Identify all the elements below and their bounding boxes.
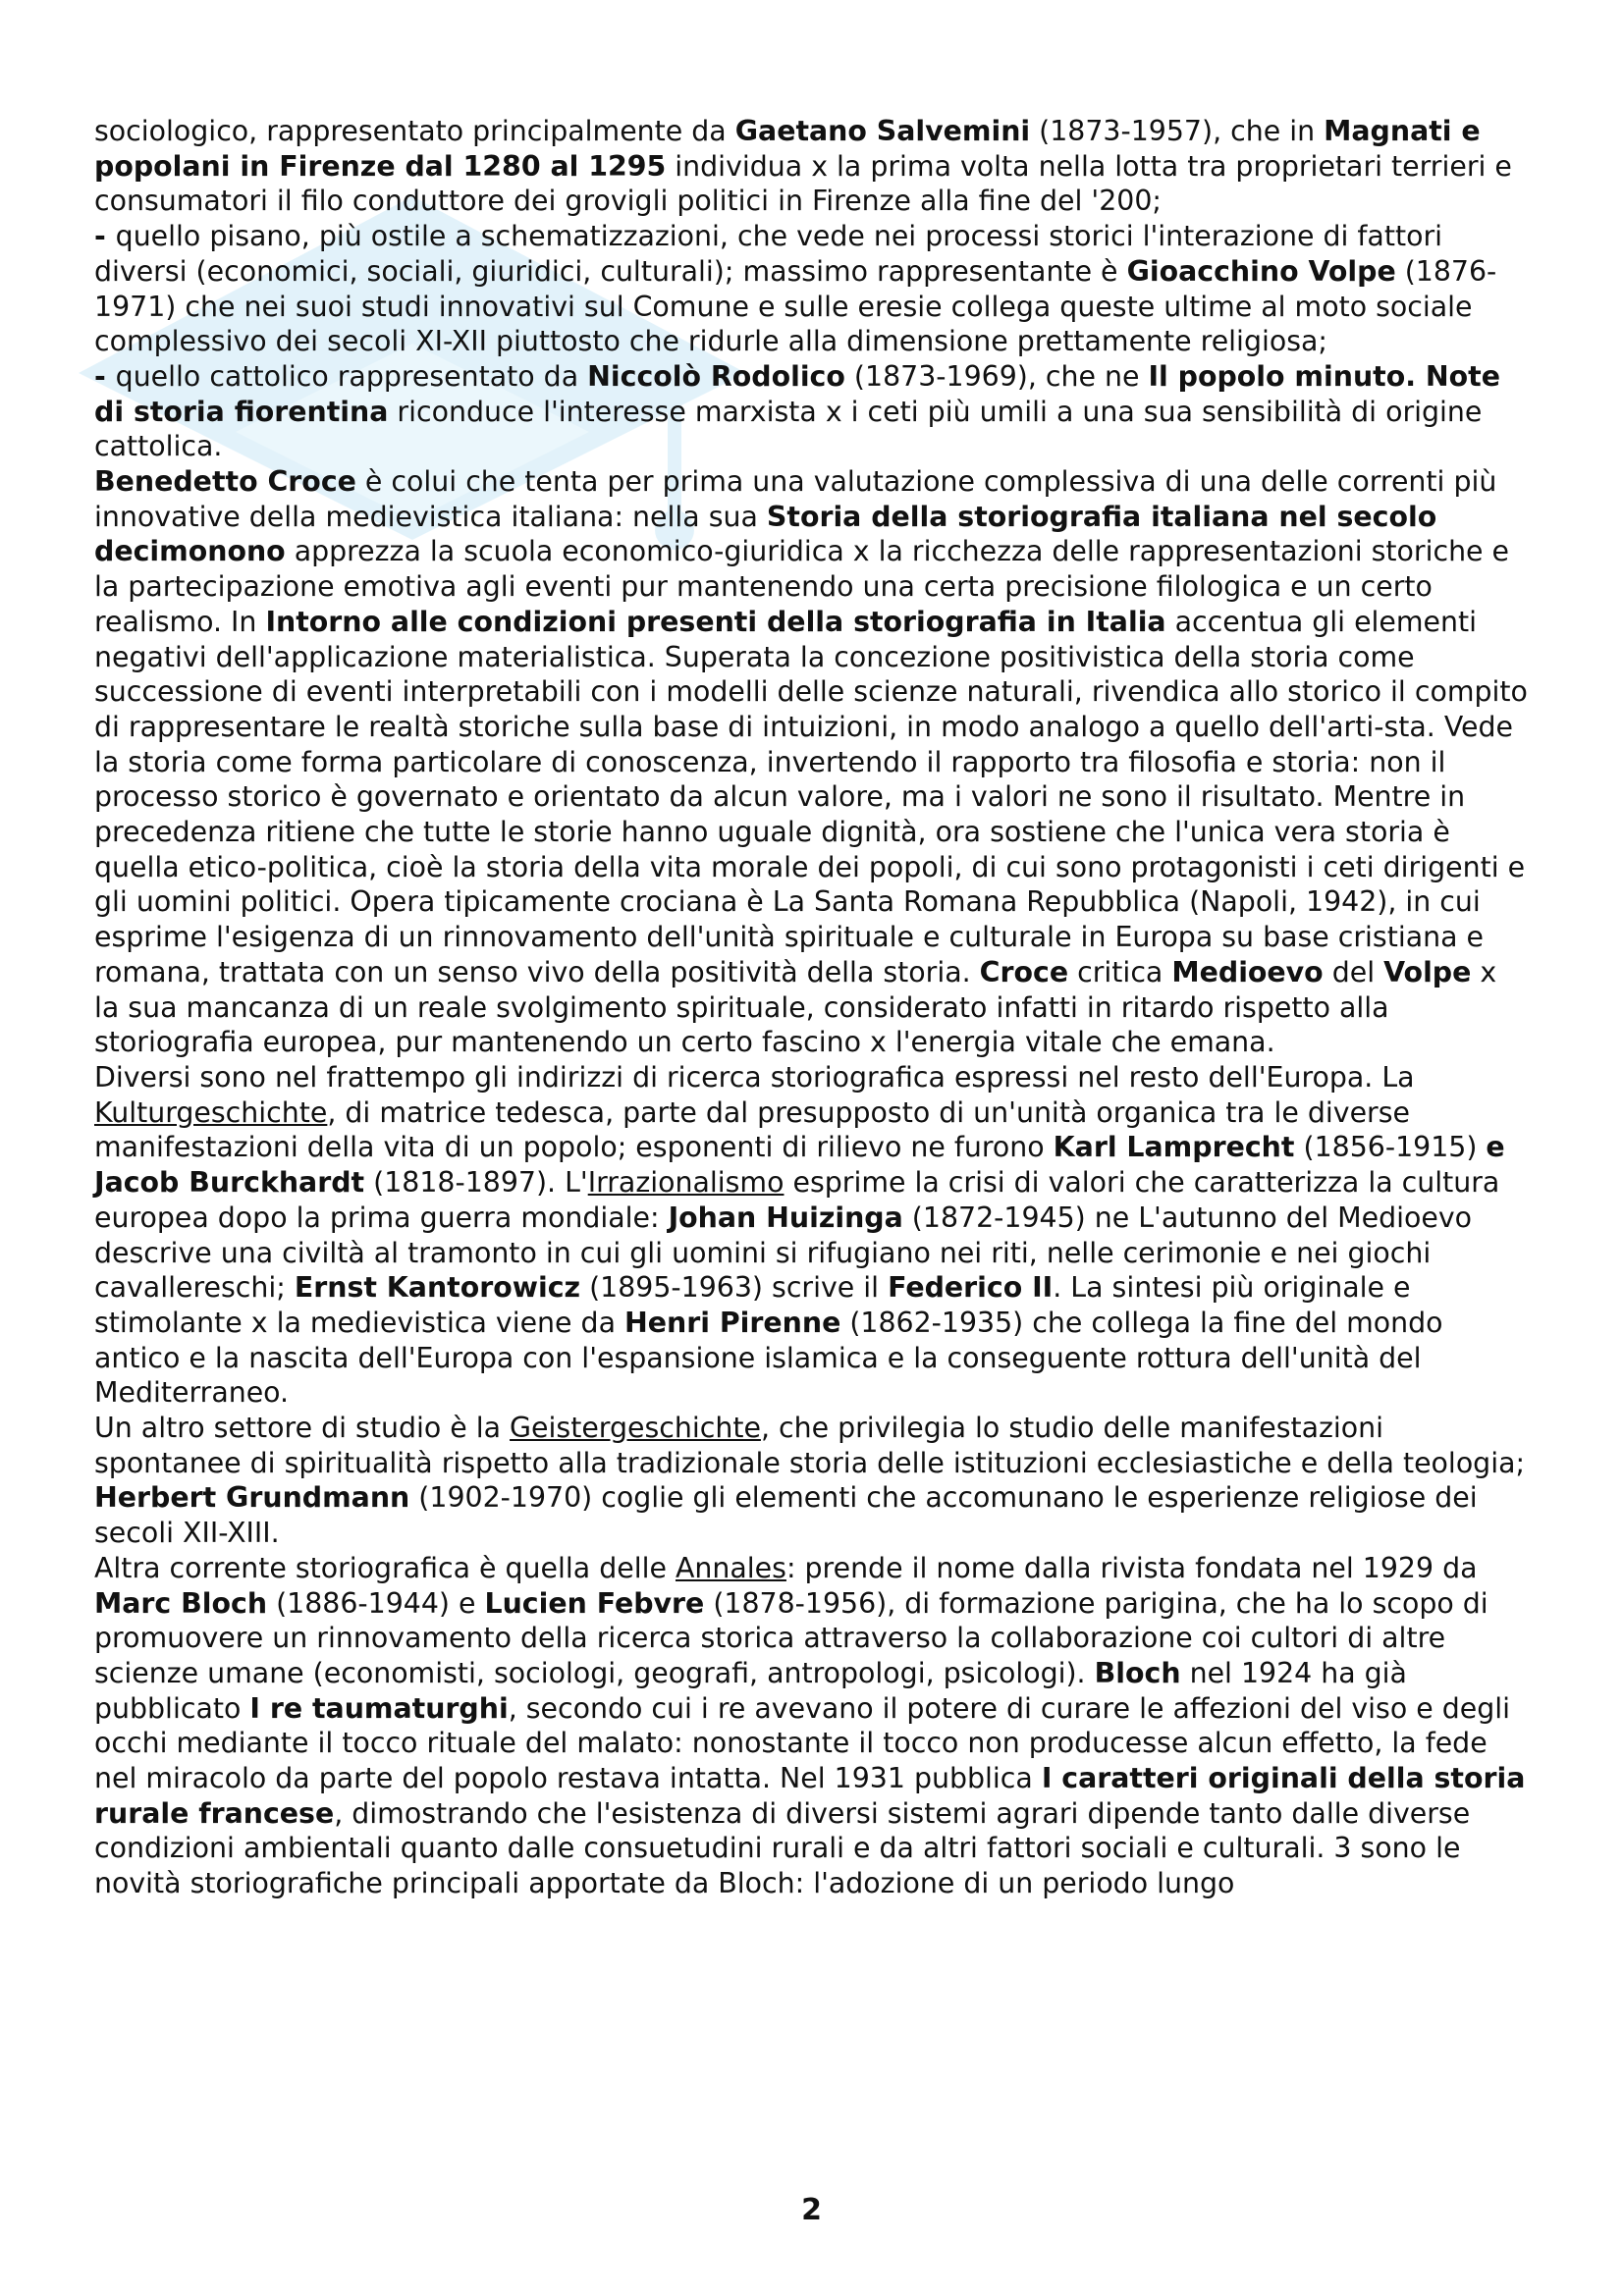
bold-text-run: I re taumaturghi [249, 1691, 509, 1725]
text-run: (1873-1969), che ne [844, 359, 1149, 393]
paragraph [94, 219, 1530, 359]
bold-text-run: Karl Lamprecht [1053, 1131, 1295, 1164]
text-run: critica [1068, 955, 1172, 988]
bold-text-run: Niccolò Rodolico [587, 359, 845, 393]
paragraph [94, 114, 1530, 219]
text-run: (1818-1897). L' [364, 1166, 588, 1200]
text-run: esprime la crisi di valori che caratterizza la cultura europea dopo la prima guerra mondiale: [94, 1166, 1500, 1234]
bold-text-run: Il popolo minuto. Note di storia fiorentina [94, 359, 1500, 428]
bold-text-run: - [94, 220, 116, 253]
text-run: accentua gli elementi negativi dell'applicazione materialistica. Superata la concezione positivistica della storia come successione di eventi interpretabili con i modelli delle scienze naturali, rivendica allo storico il compito di rappresentare le realtà storiche sulla base di intuizioni, in modo analogo a quello dell'arti-sta. Vede la storia come forma particolare di conoscenza, invertendo il rapporto tra filosofia e storia: non il processo storico è governato e orientato da alcun valore, ma i valori ne sono il risultato. Mentre in precedenza ritiene che tutte le storie hanno uguale dignità, ora sostiene che l'unica vera storia è quella etico-politica, cioè la storia della vita morale dei popoli, di cui sono protagonisti i ceti dirigenti e gli uomini politici. Opera tipicamente crociana è La Santa Romana Repubblica (Napoli, 1942), in cui esprime l'esigenza di un rinnovamento dell'unità spirituale e culturale in Europa su base cristiana e romana, trattata con un senso vivo della positività della storia. [94, 605, 1528, 988]
paragraph [94, 1060, 1530, 1411]
underlined-text-run: Annales [675, 1551, 786, 1584]
underlined-text-run: Kulturgeschichte [94, 1095, 328, 1129]
bold-text-run: Gaetano Salvemini [734, 115, 1031, 147]
text-run: (1886-1944) e [267, 1586, 485, 1620]
text-run: (1878-1956), di formazione parigina, che ha lo scopo di promuovere un rinnovamento della ricerca storica attraverso la collaborazione coi cultori di altre scienze umane (economisti, sociologi, geografi, antropologi, psicologi). [94, 1586, 1488, 1689]
text-run: . La sintesi più originale e stimolante x la medievistica viene da [94, 1271, 1411, 1339]
text-run: sociologico, rappresentato principalmente da [94, 115, 735, 147]
text-run: , che privilegia lo studio delle manifestazioni spontanee di spiritualità rispetto alla tradizionale storia delle istituzioni ecclesiastiche e della teologia; [94, 1412, 1526, 1479]
bold-text-run: e Jacob Burckhardt [94, 1131, 1505, 1200]
text-run: riconduce l'interesse marxista x i ceti più umili a una sua sensibilità di origine cattolica. [94, 395, 1483, 463]
bold-text-run: Herbert Grundmann [94, 1481, 410, 1515]
text-run: , secondo cui i re avevano il potere di curare le affezioni del viso e degli occhi mediante il tocco rituale del malato: nonostante il tocco non producesse alcun effetto, la fede nel miracolo da parte del popolo restava intatta. Nel 1931 pubblica [94, 1691, 1511, 1795]
underlined-text-run: Irrazionalismo [587, 1166, 784, 1200]
text-run: , di matrice tedesca, parte dal presupposto di un'unità organica tra le diverse manifestazioni della vita di un popolo; esponenti di rilievo ne furono [94, 1095, 1410, 1164]
text-run: del [1323, 955, 1384, 988]
bold-text-run: Federico II [888, 1271, 1054, 1305]
text-run: (1862-1935) che collega la fine del mondo antico e la nascita dell'Europa con l'espansione islamica e la conseguente rottura dell'unità del Mediterraneo. [94, 1306, 1443, 1410]
text-run: apprezza la scuola economico-giuridica x la ricchezza delle rappresentazioni storiche e la partecipazione emotiva agli eventi pur mantenendo una certa precisione filologica e un certo realismo. In [94, 535, 1510, 638]
text-run: (1856-1915) [1294, 1131, 1487, 1164]
text-run: (1876-1971) che nei suoi studi innovativi sul Comune e sulle eresie collega queste ultime al moto sociale complessivo dei secoli XI-XII piuttosto che ridurle alla dimensione prettamente religiosa; [94, 254, 1497, 358]
text-run: Diversi sono nel frattempo gli indirizzi di ricerca storiografica espressi nel resto dell'Europa. La [94, 1060, 1415, 1094]
page-number: 2 [801, 2193, 822, 2227]
bold-text-run: - [94, 359, 116, 393]
bold-text-run: Gioacchino Volpe [1126, 254, 1396, 288]
text-run: quello pisano, più ostile a schematizzazioni, che vede nei processi storici l'interazione di fattori diversi (economici, sociali, giuridici, culturali); massimo rappresentante è [94, 220, 1443, 288]
text-run: , dimostrando che l'esistenza di diversi sistemi agrari dipende tanto dalle diverse condizioni ambientali quanto dalle consuetudini rurali e da altri fattori sociali e culturali. 3 sono le novità storiografiche principali apportate da Bloch: l'adozione di un periodo lungo [94, 1796, 1471, 1900]
paragraph [94, 1411, 1530, 1551]
bold-text-run: Ernst Kantorowicz [294, 1271, 581, 1305]
bold-text-run: Intorno alle condizioni presenti della storiografia in Italia [265, 605, 1166, 638]
text-run: (1902-1970) coglie gli elementi che accomunano le esperienze religiose dei secoli XII-XIII. [94, 1481, 1478, 1550]
paragraph [94, 464, 1530, 1060]
bold-text-run: Lucien Febvre [484, 1586, 705, 1620]
text-run: : prende il nome dalla rivista fondata nel 1929 da [785, 1551, 1478, 1584]
text-run: individua x la prima volta nella lotta tra proprietari terrieri e consumatori il filo conduttore dei grovigli politici in Firenze alla fine del '200; [94, 149, 1512, 218]
text-run: nel 1924 ha già pubblicato [94, 1656, 1407, 1725]
text-run: Un altro settore di studio è la [94, 1412, 511, 1445]
bold-text-run: Magnati e popolani in Firenze dal 1280 al 1295 [94, 115, 1481, 183]
text-run: (1895-1963) scrive il [580, 1271, 889, 1305]
bold-text-run: Johan Huizinga [668, 1201, 903, 1234]
paragraph [94, 359, 1530, 464]
document-page [94, 114, 1530, 1901]
text-run: x la sua mancanza di un reale svolgimento spirituale, considerato infatti in ritardo rispetto alla storiografia europea, pur mantenendo un certo fascino x l'energia vitale che emana. [94, 955, 1497, 1059]
bold-text-run: Bloch [1094, 1656, 1181, 1689]
text-run: (1873-1957), che in [1030, 115, 1325, 147]
text-run: è colui che tenta per prima una valutazione complessiva di una delle correnti più innovative della medievistica italiana: nella sua [94, 465, 1497, 533]
bold-text-run: Marc Bloch [94, 1586, 268, 1620]
bold-text-run: Benedetto Croce [94, 465, 356, 499]
underlined-text-run: Geistergeschichte [510, 1412, 761, 1445]
bold-text-run: Henri Pirenne [624, 1306, 841, 1339]
bold-text-run: Volpe [1383, 955, 1472, 988]
bold-text-run: Medioevo [1171, 955, 1324, 988]
paragraph [94, 1551, 1530, 1901]
bold-text-run: Storia della storiografia italiana nel secolo decimonono [94, 500, 1437, 568]
text-run: (1872-1945) ne L'autunno del Medioevo descrive una civiltà al tramonto in cui gli uomini si rifugiano nei riti, nelle cerimonie e nei giochi cavallereschi; [94, 1201, 1473, 1305]
text-run: Altra corrente storiografica è quella delle [94, 1551, 676, 1584]
bold-text-run: I caratteri originali della storia rurale francese [94, 1762, 1526, 1830]
bold-text-run: Croce [979, 955, 1069, 988]
text-run: quello cattolico rappresentato da [115, 359, 588, 393]
